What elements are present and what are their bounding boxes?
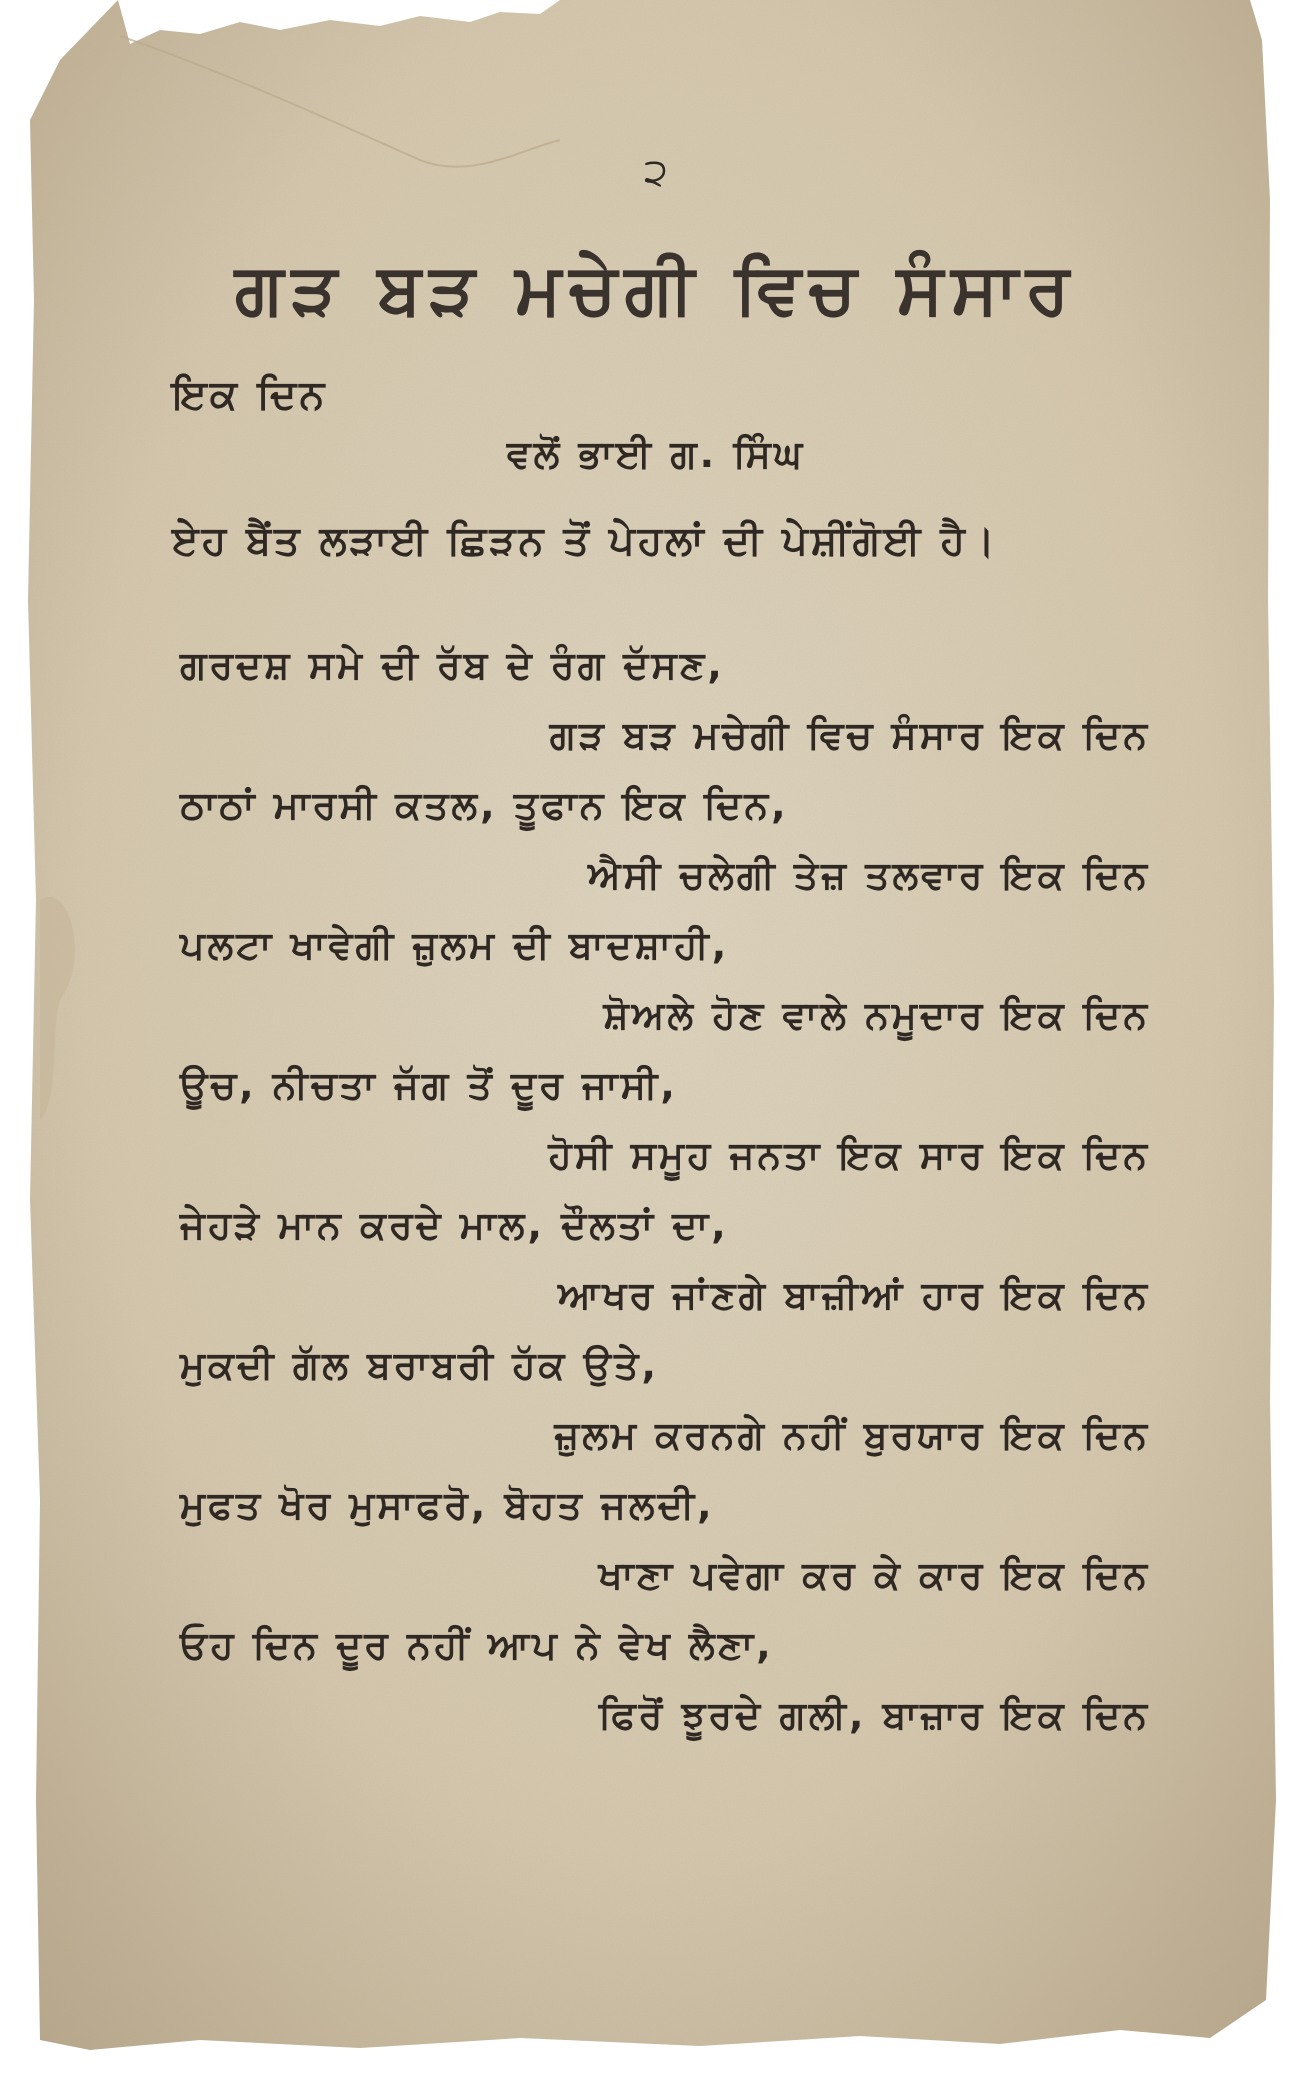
page-number: ੨ <box>644 150 668 194</box>
poem-title: ਗੜ ਬੜ ਮਚੇਗੀ ਵਿਚ ਸੰਸਾਰ <box>234 248 1078 330</box>
verse-4-line-2: ਹੋਸੀ ਸਮੂਹ ਜਨਤਾ ਇਕ ਸਾਰ ਇਕ ਦਿਨ <box>548 1133 1150 1177</box>
verse-3-line-1: ਪਲਟਾ ਖਾਵੇਗੀ ਜ਼ੁਲਮ ਦੀ ਬਾਦਸ਼ਾਹੀ, <box>180 923 730 967</box>
verse-6-line-2: ਜ਼ੁਲਮ ਕਰਨਗੇ ਨਹੀਂ ਬੁਰਯਾਰ ਇਕ ਦਿਨ <box>554 1413 1150 1457</box>
prophecy-note: ਏਹ ਬੈਂਤ ਲੜਾਈ ਛਿੜਨ ਤੋਂ ਪੇਹਲਾਂ ਦੀ ਪੇਸ਼ੀਂਗੋਈ ਹੈ। <box>172 518 998 564</box>
verse-2-line-2: ਐਸੀ ਚਲੇਗੀ ਤੇਜ਼ ਤਲਵਾਰ ਇਕ ਦਿਨ <box>587 853 1150 897</box>
verse-7-line-1: ਮੁਫਤ ਖੋਰ ਮੁਸਾਫਰੋ, ਬੋਹਤ ਜਲਦੀ, <box>180 1483 715 1527</box>
verse-6-line-1: ਮੁਕਦੀ ਗੱਲ ਬਰਾਬਰੀ ਹੱਕ ਉਤੇ, <box>180 1343 659 1387</box>
verse-1-line-1: ਗਰਦਸ਼ ਸਮੇ ਦੀ ਰੱਬ ਦੇ ਰੰਗ ਦੱਸਣ, <box>180 643 725 687</box>
poem-subtitle: ਇਕ ਦਿਨ <box>172 372 328 418</box>
poem-verses <box>180 630 1150 1750</box>
verse-8-line-2: ਫਿਰੋਂ ਝੂਰਦੇ ਗਲੀ, ਬਾਜ਼ਾਰ ਇਕ ਦਿਨ <box>598 1693 1150 1737</box>
verse-5-line-2: ਆਖਰ ਜਾਂਣਗੇ ਬਾਜ਼ੀਆਂ ਹਾਰ ਇਕ ਦਿਨ <box>558 1273 1150 1317</box>
verse-8-line-1: ਓਹ ਦਿਨ ਦੂਰ ਨਹੀਂ ਆਪ ਨੇ ਵੇਖ ਲੈਣਾ, <box>180 1623 774 1667</box>
verse-4-line-1: ਊਚ, ਨੀਚਤਾ ਜੱਗ ਤੋਂ ਦੂਰ ਜਾਸੀ, <box>180 1063 678 1107</box>
verse-3-line-2: ਸ਼ੋਅਲੇ ਹੋਣ ਵਾਲੇ ਨਮੂਦਾਰ ਇਕ ਦਿਨ <box>603 993 1150 1037</box>
verse-1-line-2: ਗੜ ਬੜ ਮਚੇਗੀ ਵਿਚ ਸੰਸਾਰ ਇਕ ਦਿਨ <box>549 713 1150 757</box>
verse-2-line-1: ਠਾਠਾਂ ਮਾਰਸੀ ਕਤਲ, ਤੂਫਾਨ ਇਕ ਦਿਨ, <box>180 783 789 827</box>
verse-7-line-2: ਖਾਣਾ ਪਵੇਗਾ ਕਰ ਕੇ ਕਾਰ ਇਕ ਦਿਨ <box>598 1553 1150 1597</box>
author-byline: ਵਲੋਂ ਭਾਈ ਗ. ਸਿੰਘ <box>506 432 806 476</box>
verse-5-line-1: ਜੇਹੜੇ ਮਾਨ ਕਰਦੇ ਮਾਲ, ਦੌਲਤਾਂ ਦਾ, <box>180 1203 729 1247</box>
